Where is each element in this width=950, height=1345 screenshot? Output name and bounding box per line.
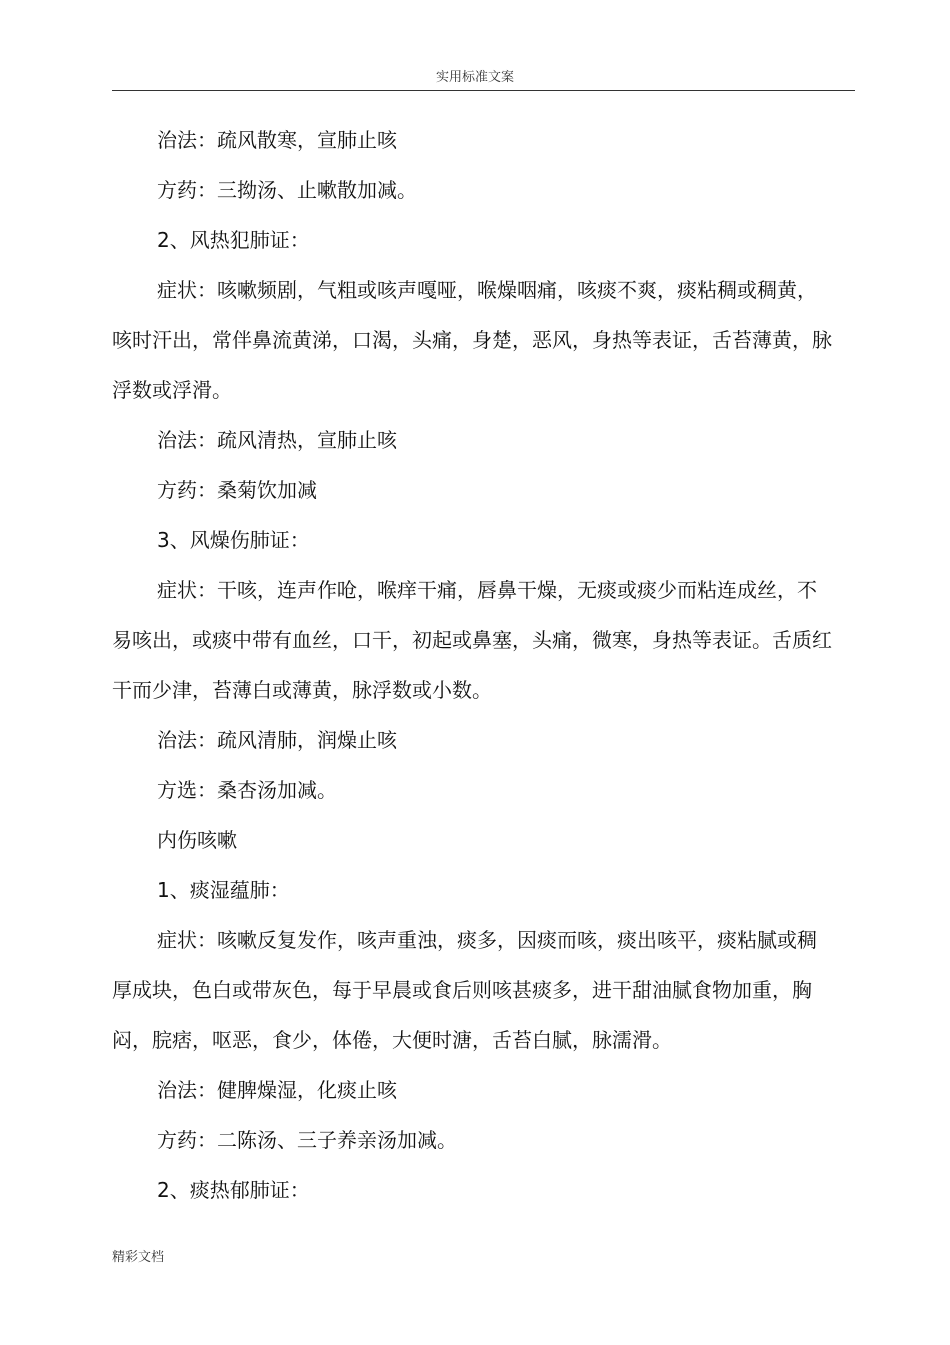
page-header: 实用标准文案 <box>435 70 514 85</box>
paragraph: 方药：二陈汤、三子养亲汤加减。 <box>157 1128 457 1152</box>
section-heading: 3、风燥伤肺证： <box>157 528 310 552</box>
paragraph: 方药：三拗汤、止嗽散加减。 <box>157 178 417 202</box>
paragraph: 方选：桑杏汤加减。 <box>157 778 337 802</box>
paragraph: 治法：疏风清肺，润燥止咳 <box>157 728 397 752</box>
header-divider <box>112 90 855 91</box>
paragraph: 症状：干咳，连声作呛，喉痒干痛，唇鼻干燥，无痰或痰少而粘连成丝，不易咳出，或痰中带有血丝，口干，初起或鼻塞，头痛，微寒，身热等表证。舌质红干而少津，苔薄白或薄黄，脉浮数或小数。 <box>112 578 832 702</box>
section-heading: 内伤咳嗽 <box>157 828 237 852</box>
paragraph: 症状：咳嗽反复发作，咳声重浊，痰多，因痰而咳，痰出咳平，痰粘腻或稠厚成块，色白或带灰色，每于早晨或食后则咳甚痰多，进干甜油腻食物加重，胸闷，脘痞，呕恶，食少，体倦，大便时溏，舌苔白腻，脉濡滑。 <box>112 928 817 1052</box>
paragraph: 方药：桑菊饮加减 <box>157 478 317 502</box>
section-heading: 2、痰热郁肺证： <box>157 1178 310 1202</box>
page-footer: 精彩文档 <box>112 1250 165 1265</box>
section-heading: 1、痰湿蕴肺： <box>157 878 290 902</box>
paragraph: 治法：疏风清热，宣肺止咳 <box>157 428 397 452</box>
paragraph: 治法：疏风散寒，宣肺止咳 <box>157 128 397 152</box>
section-heading: 2、风热犯肺证： <box>157 228 310 252</box>
document-body <box>112 115 832 1215</box>
paragraph: 治法：健脾燥湿，化痰止咳 <box>157 1078 397 1102</box>
paragraph: 症状：咳嗽频剧，气粗或咳声嘎哑，喉燥咽痛，咳痰不爽，痰粘稠或稠黄，咳时汗出，常伴鼻流黄涕，口渴，头痛，身楚，恶风，身热等表证，舌苔薄黄，脉浮数或浮滑。 <box>112 278 832 402</box>
